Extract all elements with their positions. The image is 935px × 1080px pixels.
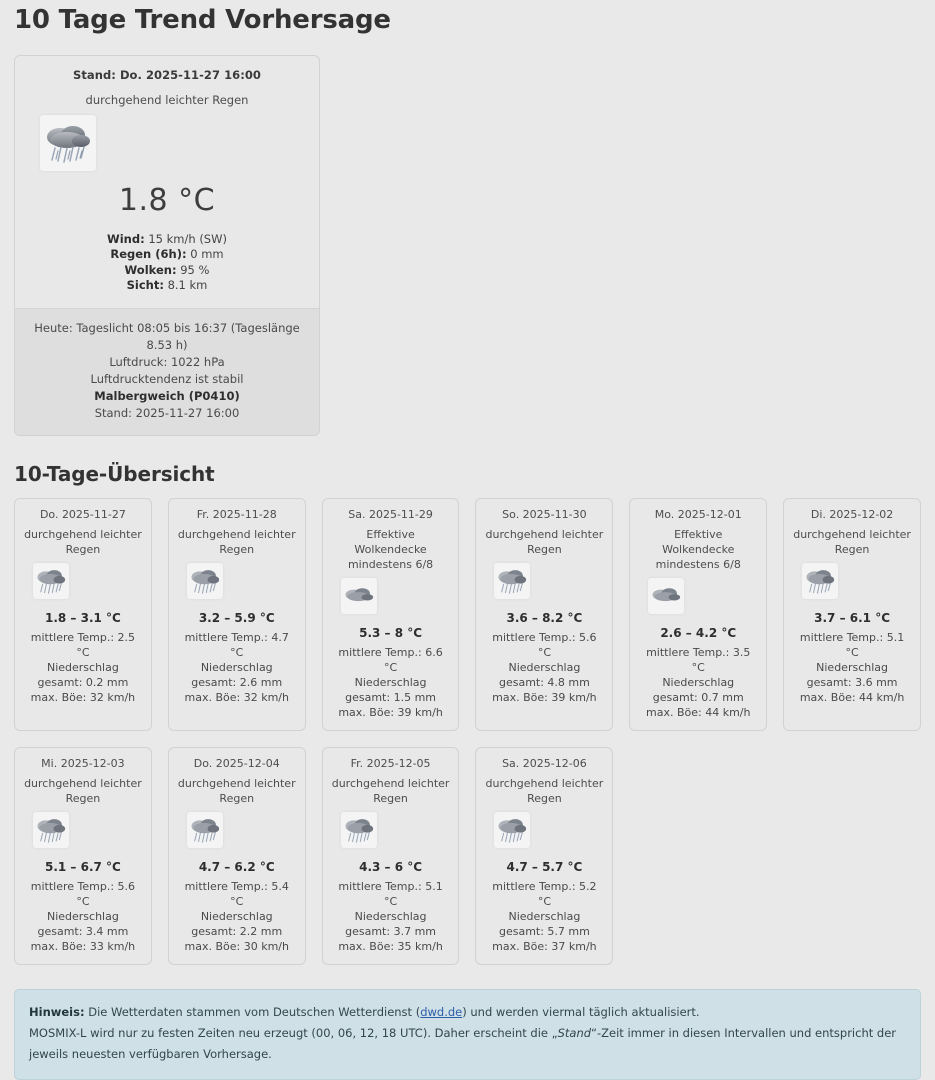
day-precipitation: Niederschlag gesamt: 5.7 mm xyxy=(498,909,590,938)
day-precipitation: Niederschlag gesamt: 3.4 mm xyxy=(37,909,129,938)
current-conditions-main xyxy=(15,56,319,308)
day-max-gust: max. Böe: 33 km/h xyxy=(30,939,136,953)
day-condition: durchgehend leichter Regen xyxy=(485,776,604,805)
cloud-icon xyxy=(341,578,377,614)
detail-rain xyxy=(29,247,305,263)
rain-cloud-icon xyxy=(802,563,838,599)
day-temp-range: 3.2 – 5.9 °C xyxy=(198,610,275,625)
hint-line-2 xyxy=(29,1023,906,1065)
day-max-gust: max. Böe: 44 km/h xyxy=(646,705,751,719)
day-icon-wrap xyxy=(23,563,143,603)
day-condition: durchgehend leichter Regen xyxy=(24,527,142,556)
day-card[interactable] xyxy=(14,498,152,731)
day-mean-temp: mittlere Temp.: 5.6 °C xyxy=(30,879,136,908)
day-card[interactable] xyxy=(168,747,306,965)
day-card[interactable] xyxy=(322,498,460,731)
day-max-gust: max. Böe: 39 km/h xyxy=(338,705,443,719)
day-temp-range: 3.7 – 6.1 °C xyxy=(814,610,890,625)
day-date: Do. 2025-12-04 xyxy=(193,756,280,770)
day-icon-wrap xyxy=(331,578,451,618)
day-card[interactable] xyxy=(475,747,613,965)
day-date: Sa. 2025-12-06 xyxy=(502,756,587,770)
day-condition: durchgehend leichter Regen xyxy=(485,527,604,556)
day-icon-wrap xyxy=(792,563,912,603)
rain-cloud-icon xyxy=(33,812,69,848)
hint-italic-stand: Stand xyxy=(557,1025,592,1040)
day-temp-range: 4.7 – 6.2 °C xyxy=(198,859,275,874)
day-temp-range: 3.6 – 8.2 °C xyxy=(506,610,583,625)
detail-wind-label: Wind: xyxy=(107,231,145,246)
day-icon-wrap xyxy=(23,812,143,852)
day-mean-temp: mittlere Temp.: 5.2 °C xyxy=(492,879,597,908)
day-max-gust: max. Böe: 37 km/h xyxy=(492,939,597,953)
day-precipitation: Niederschlag gesamt: 3.6 mm xyxy=(806,660,898,689)
detail-clouds-label: Wolken: xyxy=(124,262,177,277)
day-card[interactable] xyxy=(629,498,767,731)
day-mean-temp: mittlere Temp.: 3.5 °C xyxy=(646,645,751,674)
day-date: Fr. 2025-12-05 xyxy=(350,756,431,770)
day-precipitation: Niederschlag gesamt: 0.2 mm xyxy=(37,660,129,689)
cloud-icon xyxy=(648,578,684,614)
current-details xyxy=(29,232,305,294)
current-temperature: 1.8 °C xyxy=(118,182,216,218)
current-conditions-footer xyxy=(15,308,319,435)
day-temp-range: 5.1 – 6.7 °C xyxy=(44,859,121,874)
day-mean-temp: mittlere Temp.: 5.1 °C xyxy=(338,879,443,908)
day-precipitation: Niederschlag gesamt: 2.2 mm xyxy=(191,909,283,938)
day-date: Di. 2025-12-02 xyxy=(810,507,894,521)
day-temp-range: 4.7 – 5.7 °C xyxy=(506,859,583,874)
day-card[interactable] xyxy=(14,747,152,965)
day-condition: Effektive Wolkendecke mindestens 6/8 xyxy=(655,527,741,571)
day-icon-wrap xyxy=(484,563,604,603)
day-max-gust: max. Böe: 32 km/h xyxy=(184,690,289,704)
weather-page xyxy=(0,4,935,1080)
rain-cloud-icon xyxy=(494,563,530,599)
detail-clouds xyxy=(29,263,305,279)
day-icon-wrap xyxy=(331,812,451,852)
detail-rain-value: 0 mm xyxy=(186,247,224,261)
day-precipitation: Niederschlag gesamt: 0.7 mm xyxy=(652,675,744,704)
day-temp-range: 1.8 – 3.1 °C xyxy=(44,610,121,625)
day-card[interactable] xyxy=(783,498,921,731)
day-mean-temp: mittlere Temp.: 5.6 °C xyxy=(492,630,597,659)
day-max-gust: max. Böe: 32 km/h xyxy=(30,690,136,704)
hint-text-1: Die Wetterdaten stammen vom Deutschen Wetterdienst ( xyxy=(84,1004,421,1019)
hint-box xyxy=(14,989,921,1080)
day-precipitation: Niederschlag gesamt: 3.7 mm xyxy=(345,909,436,938)
day-condition: durchgehend leichter Regen xyxy=(177,527,296,556)
rain-cloud-icon xyxy=(341,812,377,848)
day-condition: durchgehend leichter Regen xyxy=(793,527,911,556)
day-precipitation: Niederschlag gesamt: 4.8 mm xyxy=(498,660,590,689)
day-mean-temp: mittlere Temp.: 5.4 °C xyxy=(184,879,289,908)
rain-cloud-icon xyxy=(33,563,69,599)
day-precipitation: Niederschlag gesamt: 2.6 mm xyxy=(191,660,283,689)
day-icon-wrap xyxy=(177,563,297,603)
day-card[interactable] xyxy=(475,498,613,731)
hint-label: Hinweis: xyxy=(29,1004,85,1019)
detail-wind-value: 15 km/h (SW) xyxy=(144,231,227,246)
day-condition: durchgehend leichter Regen xyxy=(24,776,142,805)
current-icon-row xyxy=(29,115,305,177)
day-card[interactable] xyxy=(168,498,306,731)
hint-text-2: ) und werden viermal täglich aktualisiert. xyxy=(462,1004,700,1019)
detail-wind xyxy=(29,232,305,248)
daylight-info: Heute: Tageslicht 08:05 bis 16:37 (Tageslänge 8.53 h) xyxy=(34,320,300,352)
day-mean-temp: mittlere Temp.: 4.7 °C xyxy=(184,630,289,659)
ten-day-grid xyxy=(14,498,921,965)
day-max-gust: max. Böe: 35 km/h xyxy=(338,939,443,953)
hint-text-4: “-Zeit immer in diesen Intervallen und entspricht der jeweils neuesten verfügbaren Vorhersage. xyxy=(29,1025,896,1061)
pressure-trend-info: Luftdrucktendenz ist stabil xyxy=(90,371,244,386)
rain-cloud-icon xyxy=(187,812,223,848)
day-condition: durchgehend leichter Regen xyxy=(177,776,296,805)
day-date: Mo. 2025-12-01 xyxy=(654,507,742,521)
current-condition-text: durchgehend leichter Regen xyxy=(85,92,249,107)
day-date: So. 2025-11-30 xyxy=(502,507,587,521)
detail-rain-label: Regen (6h): xyxy=(110,247,187,261)
day-max-gust: max. Böe: 39 km/h xyxy=(492,690,597,704)
current-stand-label: Stand: Do. 2025-11-27 16:00 xyxy=(73,67,261,82)
page-title: 10 Tage Trend Vorhersage xyxy=(14,5,391,35)
hint-text-3: MOSMIX-L wird nur zu festen Zeiten neu erzeugt (00, 06, 12, 18 UTC). Daher erscheint die „ xyxy=(29,1025,558,1040)
hint-line-1 xyxy=(29,1002,906,1023)
dwd-link[interactable]: dwd.de xyxy=(420,1004,463,1019)
day-date: Do. 2025-11-27 xyxy=(39,507,126,521)
section-title-overview: 10-Tage-Übersicht xyxy=(14,461,215,486)
day-temp-range: 4.3 – 6 °C xyxy=(359,859,423,874)
pressure-info: Luftdruck: 1022 hPa xyxy=(109,354,225,369)
day-mean-temp: mittlere Temp.: 5.1 °C xyxy=(799,630,905,659)
day-date: Mi. 2025-12-03 xyxy=(41,756,125,770)
day-icon-wrap xyxy=(484,812,604,852)
day-mean-temp: mittlere Temp.: 2.5 °C xyxy=(30,630,136,659)
day-date: Fr. 2025-11-28 xyxy=(196,507,277,521)
day-date: Sa. 2025-11-29 xyxy=(348,507,433,521)
day-condition: durchgehend leichter Regen xyxy=(331,776,450,805)
day-max-gust: max. Böe: 44 km/h xyxy=(799,690,905,704)
station-name: Malbergweich (P0410) xyxy=(94,388,240,403)
current-conditions-card xyxy=(14,55,320,436)
detail-visibility-label: Sicht: xyxy=(126,278,164,292)
day-temp-range: 5.3 – 8 °C xyxy=(359,625,423,640)
day-mean-temp: mittlere Temp.: 6.6 °C xyxy=(338,645,443,674)
day-card[interactable] xyxy=(322,747,460,965)
detail-visibility xyxy=(29,278,305,294)
day-condition: Effektive Wolkendecke mindestens 6/8 xyxy=(347,527,434,571)
day-icon-wrap xyxy=(177,812,297,852)
day-precipitation: Niederschlag gesamt: 1.5 mm xyxy=(345,675,436,704)
rain-cloud-icon xyxy=(494,812,530,848)
station-stand: Stand: 2025-11-27 16:00 xyxy=(94,405,240,420)
day-temp-range: 2.6 – 4.2 °C xyxy=(660,625,737,640)
day-max-gust: max. Böe: 30 km/h xyxy=(184,939,289,953)
rain-cloud-icon xyxy=(40,115,96,171)
detail-visibility-value: 8.1 km xyxy=(163,278,208,292)
rain-cloud-icon xyxy=(187,563,223,599)
day-icon-wrap xyxy=(638,578,758,618)
detail-clouds-value: 95 % xyxy=(176,262,210,277)
